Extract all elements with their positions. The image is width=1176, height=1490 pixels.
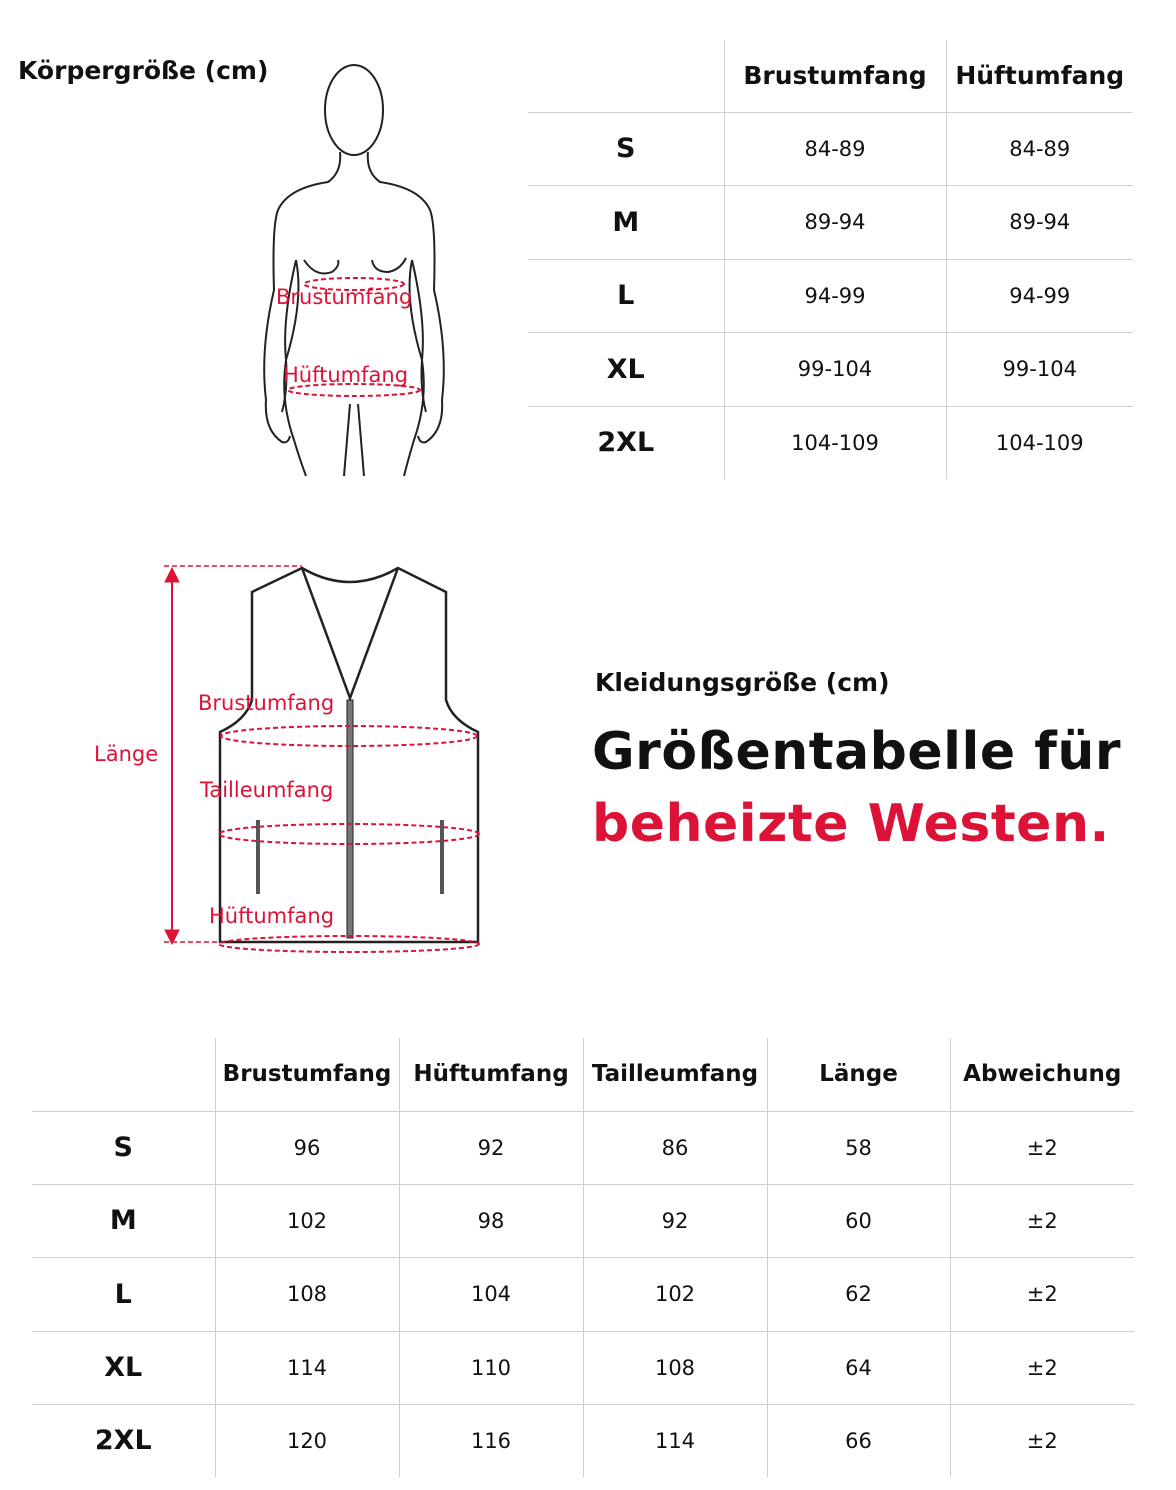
headline-line2: beheizte Westen. — [592, 794, 1110, 854]
garment-col-waist: Tailleumfang — [583, 1038, 767, 1111]
table-cell: 94-99 — [946, 259, 1133, 332]
size-label: M — [32, 1184, 215, 1257]
table-cell: 102 — [215, 1184, 399, 1257]
size-label: S — [32, 1111, 215, 1184]
table-row — [32, 1257, 1134, 1331]
body-figure — [258, 60, 458, 480]
table-cell: 114 — [215, 1331, 399, 1404]
table-row — [528, 259, 1133, 332]
garment-size-table — [32, 1038, 1134, 1477]
table-cell: 94-99 — [724, 259, 946, 332]
vest-zipper — [347, 700, 353, 938]
table-cell: 89-94 — [946, 185, 1133, 259]
vest-chest-label: Brustumfang — [198, 691, 335, 715]
headline-line1: Größentabelle für — [592, 722, 1121, 782]
garment-col-tolerance: Abweichung — [950, 1038, 1134, 1111]
table-cell: 104-109 — [946, 406, 1133, 479]
body-col-chest: Brustumfang — [724, 40, 946, 112]
table-cell: ±2 — [950, 1257, 1134, 1331]
body-size-table — [528, 40, 1133, 479]
garment-table-corner — [32, 1038, 215, 1111]
table-cell: 116 — [399, 1404, 583, 1477]
size-label: 2XL — [528, 406, 724, 479]
table-cell: 62 — [767, 1257, 950, 1331]
table-cell: 84-89 — [724, 112, 946, 185]
vest-length-label: Länge — [94, 742, 159, 766]
size-label: S — [528, 112, 724, 185]
table-cell: 102 — [583, 1257, 767, 1331]
size-label: M — [528, 185, 724, 259]
table-cell: 58 — [767, 1111, 950, 1184]
table-cell: 120 — [215, 1404, 399, 1477]
table-cell: 110 — [399, 1331, 583, 1404]
table-cell: 86 — [583, 1111, 767, 1184]
table-cell: 104 — [399, 1257, 583, 1331]
table-cell: ±2 — [950, 1404, 1134, 1477]
table-cell: 114 — [583, 1404, 767, 1477]
table-cell: ±2 — [950, 1111, 1134, 1184]
table-cell: 92 — [583, 1184, 767, 1257]
table-row — [528, 185, 1133, 259]
table-cell: 99-104 — [946, 332, 1133, 406]
vest-collar — [302, 568, 398, 698]
size-label: L — [32, 1257, 215, 1331]
garment-col-chest: Brustumfang — [215, 1038, 399, 1111]
table-cell: 84-89 — [946, 112, 1133, 185]
garment-size-title: Kleidungsgröße (cm) — [595, 668, 890, 697]
vest-figure — [160, 560, 490, 960]
size-label: L — [528, 259, 724, 332]
vest-hip-label: Hüftumfang — [209, 904, 335, 928]
table-cell: 92 — [399, 1111, 583, 1184]
body-hip-label: Hüftumfang — [283, 363, 409, 387]
table-cell: 66 — [767, 1404, 950, 1477]
body-head — [325, 65, 383, 155]
table-cell: 108 — [215, 1257, 399, 1331]
table-cell: 60 — [767, 1184, 950, 1257]
body-size-title: Körpergröße (cm) — [18, 56, 269, 85]
body-table-corner — [528, 40, 724, 112]
table-cell: ±2 — [950, 1184, 1134, 1257]
table-cell: 98 — [399, 1184, 583, 1257]
length-arrow-head-top — [165, 568, 179, 582]
table-row — [32, 1111, 1134, 1184]
table-row — [32, 1331, 1134, 1404]
table-cell: 99-104 — [724, 332, 946, 406]
vest-waist-label: Tailleumfang — [200, 778, 334, 802]
table-cell: ±2 — [950, 1331, 1134, 1404]
size-label: XL — [32, 1331, 215, 1404]
table-row — [528, 406, 1133, 479]
table-cell: 104-109 — [724, 406, 946, 479]
size-label: 2XL — [32, 1404, 215, 1477]
table-cell: 108 — [583, 1331, 767, 1404]
size-label: XL — [528, 332, 724, 406]
table-cell: 89-94 — [724, 185, 946, 259]
garment-col-hip: Hüftumfang — [399, 1038, 583, 1111]
table-cell: 96 — [215, 1111, 399, 1184]
table-cell: 64 — [767, 1331, 950, 1404]
table-row — [528, 332, 1133, 406]
body-col-hip: Hüftumfang — [946, 40, 1133, 112]
garment-col-length: Länge — [767, 1038, 950, 1111]
table-row — [528, 112, 1133, 185]
table-row — [32, 1184, 1134, 1257]
body-chest-label: Brustumfang — [276, 285, 413, 309]
table-row — [32, 1404, 1134, 1477]
